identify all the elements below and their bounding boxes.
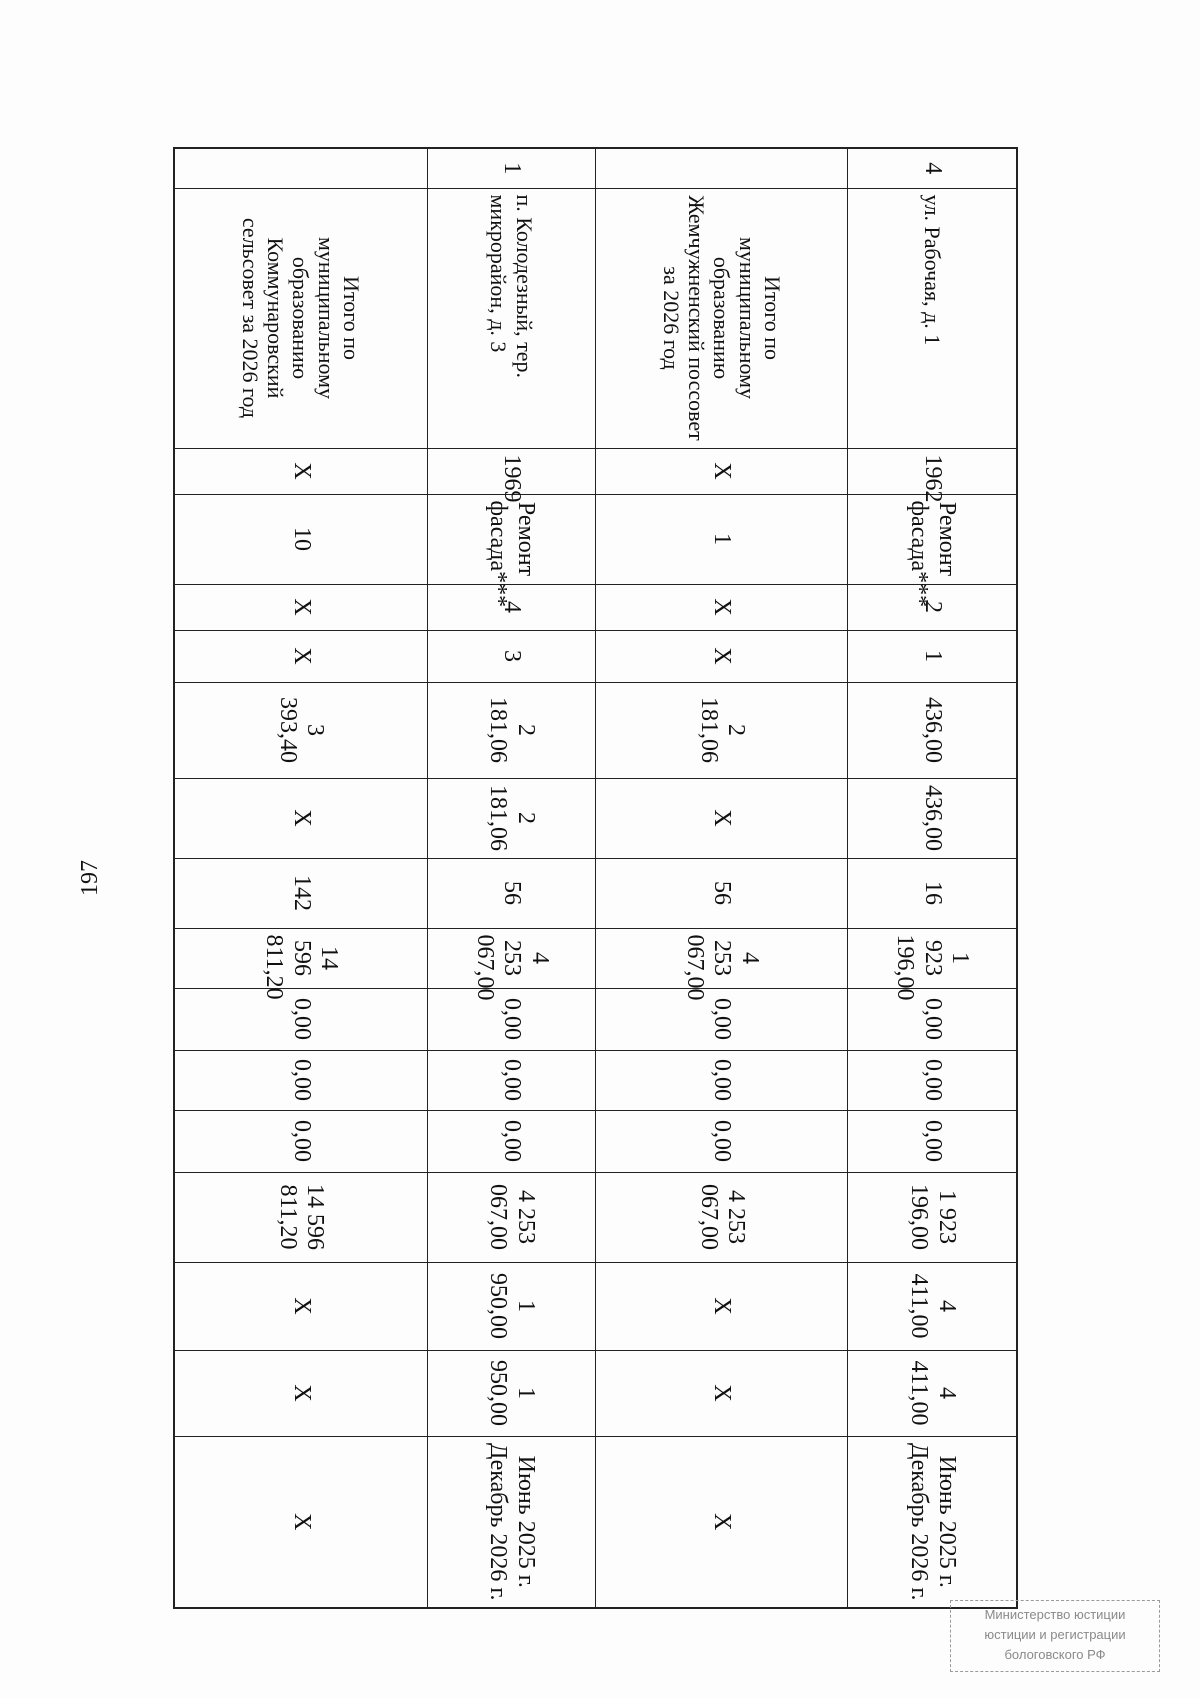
- zero-cell-1: 0,00: [596, 988, 848, 1050]
- row-number: 1: [427, 148, 595, 188]
- zero-cell-2: 0,00: [848, 1050, 1017, 1110]
- work-type-cell: 1: [596, 494, 848, 584]
- cost-total-cell: 4 253 067,00: [427, 928, 595, 988]
- unit-cost-cell: X: [174, 1262, 427, 1350]
- entrances-cell: X: [174, 630, 427, 682]
- living-area-cell: X: [596, 778, 848, 858]
- entrances-cell: 3: [427, 630, 595, 682]
- period-start: Июнь 2025 г.: [933, 1455, 960, 1588]
- cost-total-cell: 4 253 067,00: [596, 928, 848, 988]
- period-start: Июнь 2025 г.: [512, 1455, 539, 1588]
- unit-cost-cell: 1 950,00: [427, 1262, 595, 1350]
- residents-cell: 142: [174, 858, 427, 928]
- unit-cost-limit-cell: 4 411,00: [848, 1350, 1017, 1436]
- row-number: 4: [848, 148, 1017, 188]
- zero-cell-2: 0,00: [596, 1050, 848, 1110]
- zero-cell-3: 0,00: [427, 1110, 595, 1172]
- subtotal-label-cell: Итого по муниципальному образованию Жемчужненский поссовет за 2026 год: [596, 188, 848, 448]
- year-cell: 1962: [848, 448, 1017, 494]
- residents-cell: 56: [427, 858, 595, 928]
- period-end: Декабрь 2026 г.: [906, 1442, 933, 1601]
- year-cell: X: [596, 448, 848, 494]
- zero-cell-3: 0,00: [848, 1110, 1017, 1172]
- cost-total-cell: 14 596 811,20: [174, 928, 427, 988]
- cost-fund-cell: 14 596 811,20: [174, 1172, 427, 1262]
- zero-cell-1: 0,00: [174, 988, 427, 1050]
- residents-cell: 56: [596, 858, 848, 928]
- period-cell: [427, 1436, 595, 1608]
- table-row: [848, 148, 1017, 1608]
- living-area-cell: 436,00: [848, 778, 1017, 858]
- zero-cell-1: 0,00: [848, 988, 1017, 1050]
- address-cell: ул. Рабочая, д. 1: [848, 188, 1017, 448]
- zero-cell-2: 0,00: [427, 1050, 595, 1110]
- unit-cost-limit-cell: X: [174, 1350, 427, 1436]
- stamp-line-3: бологовского РФ: [1004, 1647, 1106, 1662]
- subtotal-label-cell: Итого по муниципальному образованию Коммунаровский сельсовет за 2026 год: [174, 188, 427, 448]
- zero-cell-3: 0,00: [174, 1110, 427, 1172]
- year-cell: 1969: [427, 448, 595, 494]
- table-row: [427, 148, 595, 1608]
- residents-cell: 16: [848, 858, 1017, 928]
- period-cell: [848, 1436, 1017, 1608]
- zero-cell-2: 0,00: [174, 1050, 427, 1110]
- table-container: [173, 147, 1018, 1607]
- unit-cost-limit-cell: X: [596, 1350, 848, 1436]
- work-type-cell: Ремонт фасада***: [848, 494, 1017, 584]
- address-cell: п. Колодезный, тер. микрорайон, д. 3: [427, 188, 595, 448]
- row-number: [174, 148, 427, 188]
- total-area-cell: 2 181,06: [596, 682, 848, 778]
- living-area-cell: X: [174, 778, 427, 858]
- work-type-cell: Ремонт фасада***: [427, 494, 595, 584]
- total-area-cell: 3 393,40: [174, 682, 427, 778]
- registration-stamp: [950, 1600, 1160, 1672]
- cost-total-cell: 1 923 196,00: [848, 928, 1017, 988]
- table-row: [174, 148, 427, 1608]
- total-area-cell: 2 181,06: [427, 682, 595, 778]
- period-cell: [174, 1436, 427, 1608]
- cost-fund-cell: 4 253 067,00: [596, 1172, 848, 1262]
- entrances-cell: X: [596, 630, 848, 682]
- period-cell: [596, 1436, 848, 1608]
- stamp-line-2: юстиции и регистрации: [984, 1627, 1126, 1642]
- unit-cost-cell: X: [596, 1262, 848, 1350]
- entrances-cell: 1: [848, 630, 1017, 682]
- cost-fund-cell: 1 923 196,00: [848, 1172, 1017, 1262]
- floors-cell: X: [174, 584, 427, 630]
- period-end: Декабрь 2026 г.: [485, 1442, 512, 1601]
- total-area-cell: 436,00: [848, 682, 1017, 778]
- floors-cell: X: [596, 584, 848, 630]
- zero-cell-3: 0,00: [596, 1110, 848, 1172]
- living-area-cell: 2 181,06: [427, 778, 595, 858]
- period-start: X: [288, 1513, 315, 1531]
- table-row: [596, 148, 848, 1608]
- floors-cell: 4: [427, 584, 595, 630]
- unit-cost-limit-cell: 1 950,00: [427, 1350, 595, 1436]
- cost-fund-cell: 4 253 067,00: [427, 1172, 595, 1262]
- period-start: X: [709, 1513, 736, 1531]
- work-type-cell: 10: [174, 494, 427, 584]
- row-number: [596, 148, 848, 188]
- page-number: 197: [76, 860, 103, 896]
- year-cell: X: [174, 448, 427, 494]
- unit-cost-cell: 4 411,00: [848, 1262, 1017, 1350]
- repair-schedule-table: [173, 147, 1018, 1609]
- floors-cell: 2: [848, 584, 1017, 630]
- zero-cell-1: 0,00: [427, 988, 595, 1050]
- stamp-line-1: Министерство юстиции: [984, 1607, 1126, 1622]
